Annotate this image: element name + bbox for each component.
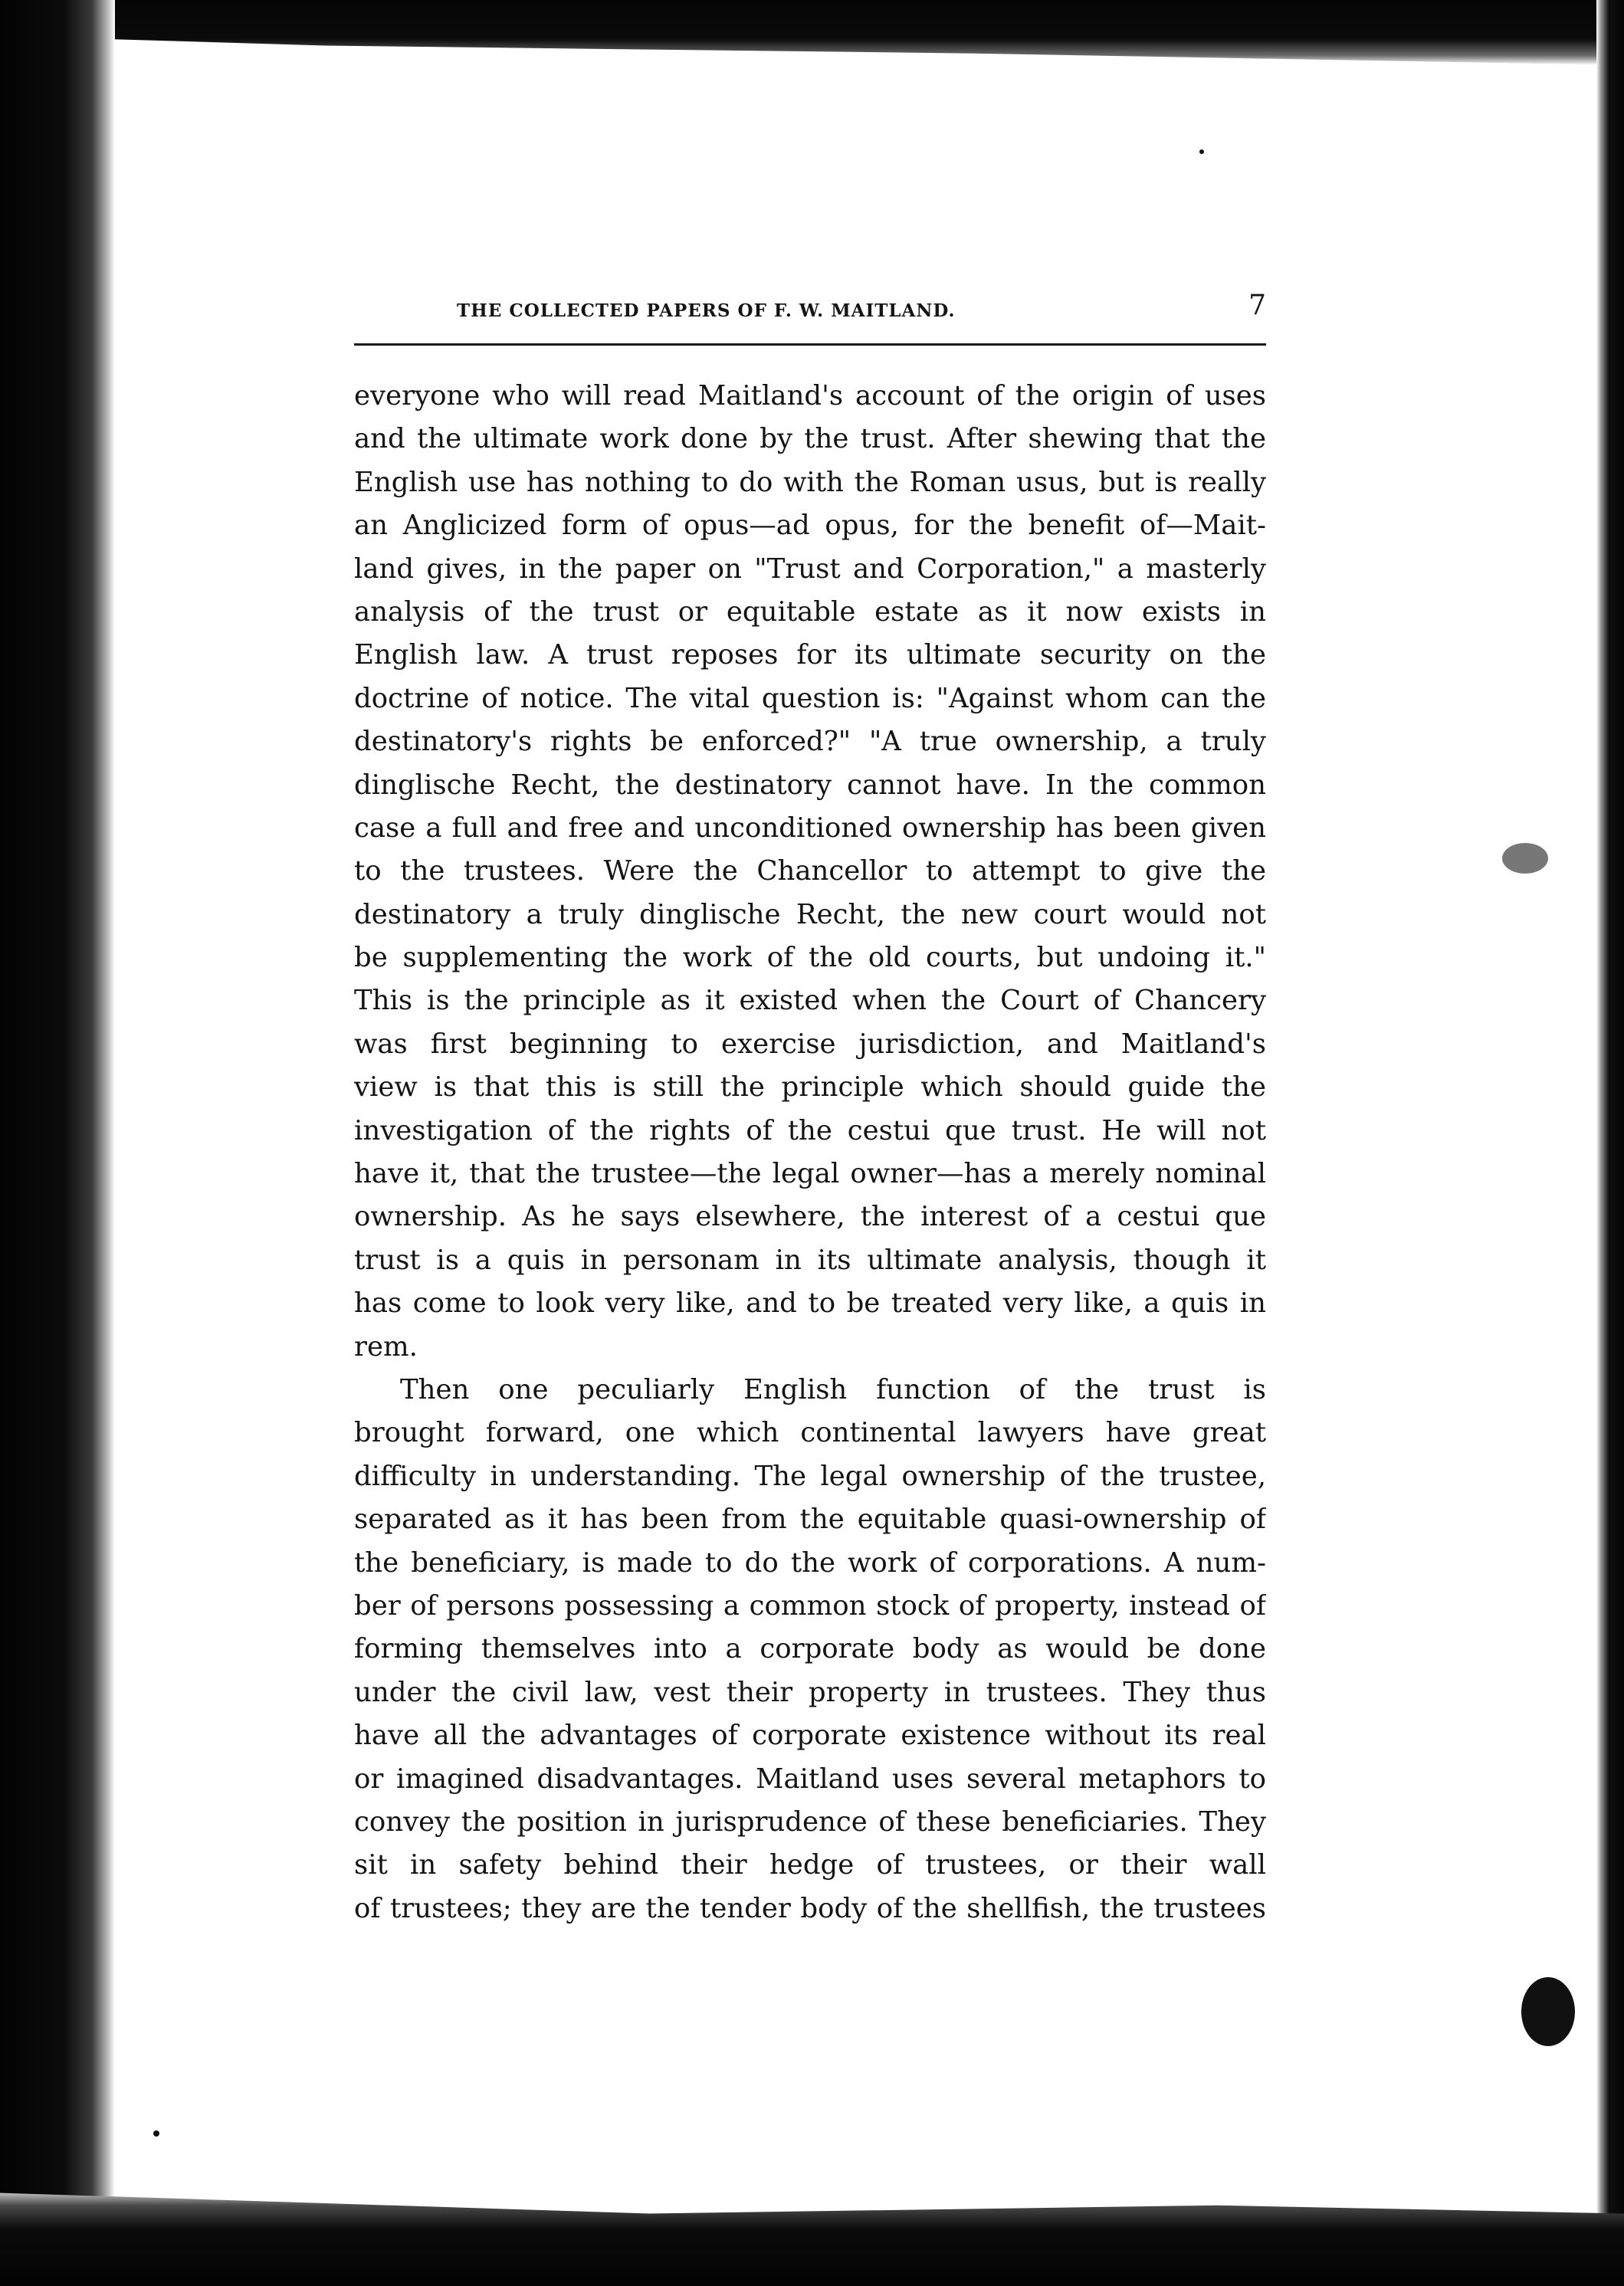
- text-line: of trustees; they are the tender body of the shellfish, the trustees: [354, 1892, 1266, 1924]
- text-line: have it, that the trustee—the legal owner—has a merely nominal: [354, 1158, 1266, 1190]
- text-line: to the trustees. Were the Chancellor to attempt to give the: [354, 855, 1266, 887]
- text-line: trust is a quis in personam in its ultimate analysis, though it: [354, 1244, 1266, 1276]
- text-line: sit in safety behind their hedge of trustees, or their wall: [354, 1849, 1266, 1881]
- text-line: and the ultimate work done by the trust. After shewing that the: [354, 423, 1266, 455]
- text-line: destinatory's rights be enforced?" "A true ownership, a truly: [354, 726, 1266, 758]
- body-text: [354, 375, 1266, 1930]
- text-line: separated as it has been from the equitable quasi-ownership of: [354, 1504, 1266, 1536]
- text-line: English law. A trust reposes for its ultimate security on the: [354, 639, 1266, 671]
- text-line: ownership. As he says elsewhere, the interest of a cestui que: [354, 1201, 1266, 1233]
- running-head: [354, 290, 1266, 336]
- book-page: [354, 290, 1266, 1930]
- text-line: or imagined disadvantages. Maitland uses several metaphors to: [354, 1763, 1266, 1795]
- text-line: difficulty in understanding. The legal ownership of the trustee,: [354, 1460, 1266, 1492]
- text-line: Then one peculiarly English function of the trust is: [400, 1373, 1266, 1405]
- text-line: case a full and free and unconditioned ownership has been given: [354, 812, 1266, 844]
- paragraph: [354, 1369, 1266, 1930]
- scan-speck: [1502, 843, 1548, 874]
- scan-border-right: [1596, 0, 1624, 2286]
- text-line: ber of persons possessing a common stock of property, instead of: [354, 1589, 1266, 1622]
- scan-border-left: [0, 0, 115, 2286]
- scan-speck: [1521, 1977, 1575, 2046]
- text-line: investigation of the rights of the cestui que trust. He will not: [354, 1114, 1266, 1146]
- text-line: be supplementing the work of the old courts, but undoing it.": [354, 942, 1266, 974]
- text-line: This is the principle as it existed when the Court of Chancery: [354, 985, 1266, 1017]
- page-number: 7: [1248, 290, 1266, 321]
- header-rule: [354, 343, 1266, 346]
- text-line: brought forward, one which continental lawyers have great: [354, 1417, 1266, 1449]
- text-line: convey the position in jurisprudence of these beneficiaries. They: [354, 1806, 1266, 1838]
- text-line: an Anglicized form of opus—ad opus, for the benefit of—Mait-: [354, 510, 1266, 542]
- text-line: doctrine of notice. The vital question is: "Against whom can the: [354, 682, 1266, 714]
- text-line: everyone who will read Maitland's account of the origin of uses: [354, 380, 1266, 412]
- scan-border-top: [0, 0, 1624, 65]
- scan-speck: [153, 2130, 159, 2137]
- text-line: view is that this is still the principle which should guide the: [354, 1071, 1266, 1104]
- text-line: has come to look very like, and to be treated very like, a quis in: [354, 1287, 1266, 1320]
- text-line: rem.: [354, 1330, 418, 1363]
- text-line: was first beginning to exercise jurisdiction, and Maitland's: [354, 1028, 1266, 1060]
- text-line: land gives, in the paper on "Trust and Corporation," a masterly: [354, 553, 1266, 585]
- text-line: analysis of the trust or equitable estate as it now exists in: [354, 595, 1266, 628]
- text-line: have all the advantages of corporate existence without its real: [354, 1720, 1266, 1752]
- running-title: THE COLLECTED PAPERS OF F. W. MAITLAND.: [457, 300, 956, 321]
- scan-speck: [1199, 149, 1204, 154]
- text-line: dinglische Recht, the destinatory cannot have. In the common: [354, 769, 1266, 801]
- text-line: destinatory a truly dinglische Recht, the new court would not: [354, 898, 1266, 930]
- text-line: under the civil law, vest their property in trustees. They thus: [354, 1676, 1266, 1708]
- scan-border-bottom: [0, 2183, 1624, 2286]
- text-line: English use has nothing to do with the Roman usus, but is really: [354, 466, 1266, 498]
- text-line: forming themselves into a corporate body as would be done: [354, 1633, 1266, 1665]
- text-line: the beneficiary, is made to do the work of corporations. A num-: [354, 1546, 1266, 1579]
- paragraph: [354, 375, 1266, 1369]
